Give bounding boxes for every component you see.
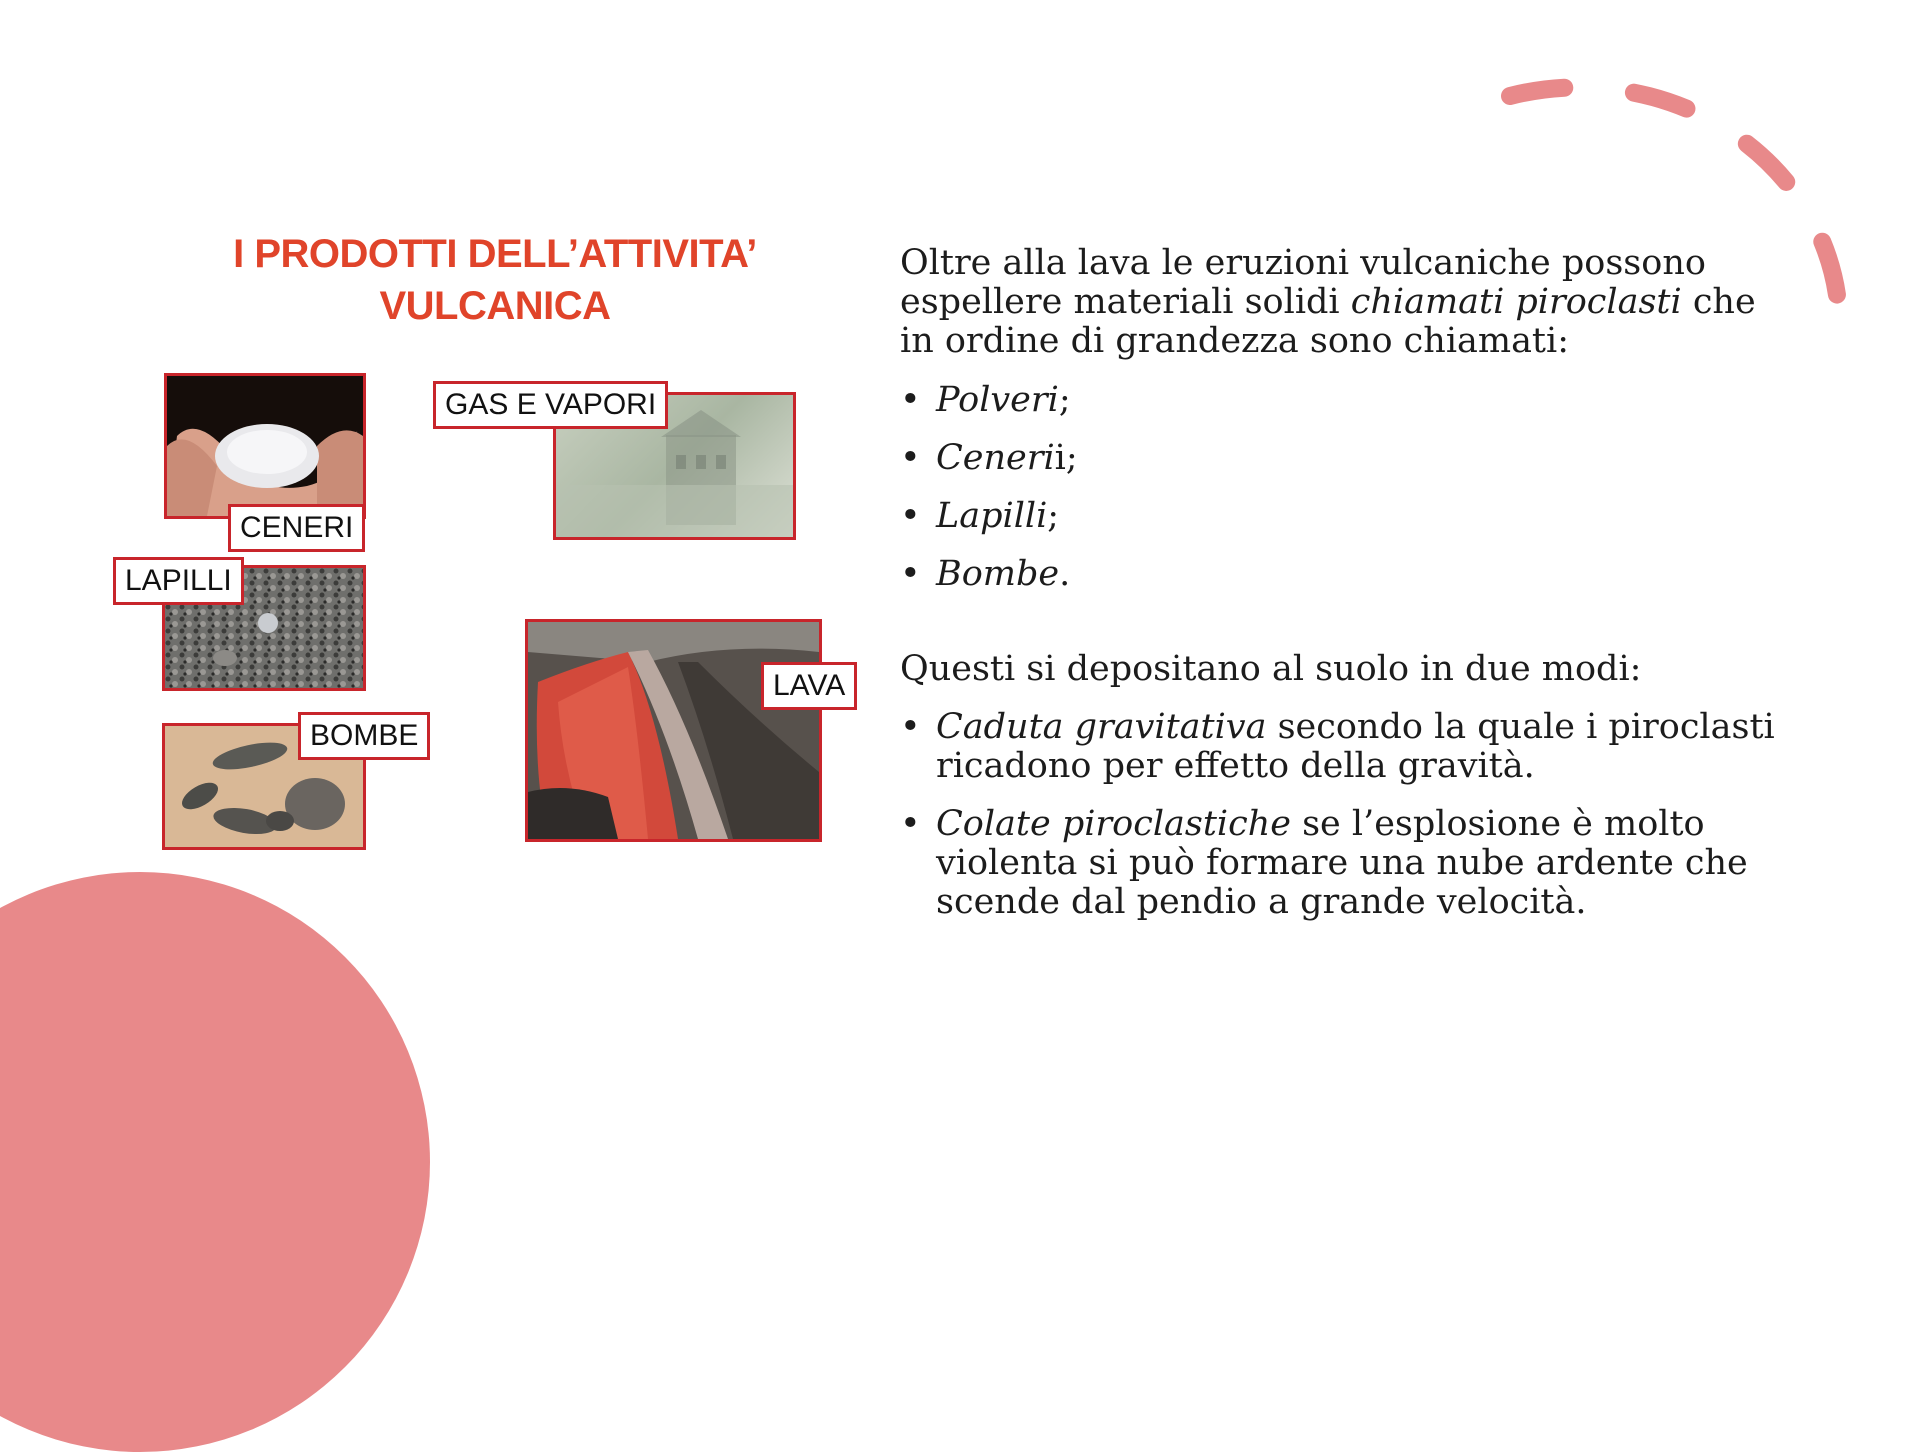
gas-vapori-label: GAS E VAPORI — [433, 381, 668, 429]
lava-label: LAVA — [761, 662, 857, 710]
deposit-intro: Questi si depositano al suolo in due modi: — [900, 649, 1642, 689]
lapilli-label: LAPILLI — [113, 557, 244, 605]
list-item: • Bombe. — [900, 555, 1780, 594]
bombe-label: BOMBE — [298, 712, 430, 760]
slide-text — [900, 244, 1780, 941]
list-item: • Lapilli; — [900, 497, 1780, 536]
decorative-circle — [0, 872, 430, 1452]
list-item: • Caduta gravitativa secondo la quale i piroclasti ricadono per effetto della gravità. — [900, 708, 1780, 786]
list-item: • Colate piroclastiche se l’esplosione è molto violenta si può formare una nube ardente che scende dal pendio a grande velocità. — [900, 805, 1780, 922]
deposit-list — [900, 708, 1780, 922]
intro-paragraph: Oltre alla lava le eruzioni vulcaniche possono espellere materiali solidi chiamati piroclasti che in ordine di grandezza sono chiamati: — [900, 243, 1756, 361]
ceneri-photo — [164, 373, 366, 519]
pyroclast-list — [900, 381, 1780, 594]
ceneri-label: CENERI — [228, 504, 365, 552]
list-item: • Polveri; — [900, 381, 1780, 420]
list-item: • Cenerii; — [900, 439, 1780, 478]
lava-photo — [525, 619, 822, 842]
slide-image-title: I PRODOTTI DELL’ATTIVITA’ VULCANICA — [233, 232, 757, 328]
